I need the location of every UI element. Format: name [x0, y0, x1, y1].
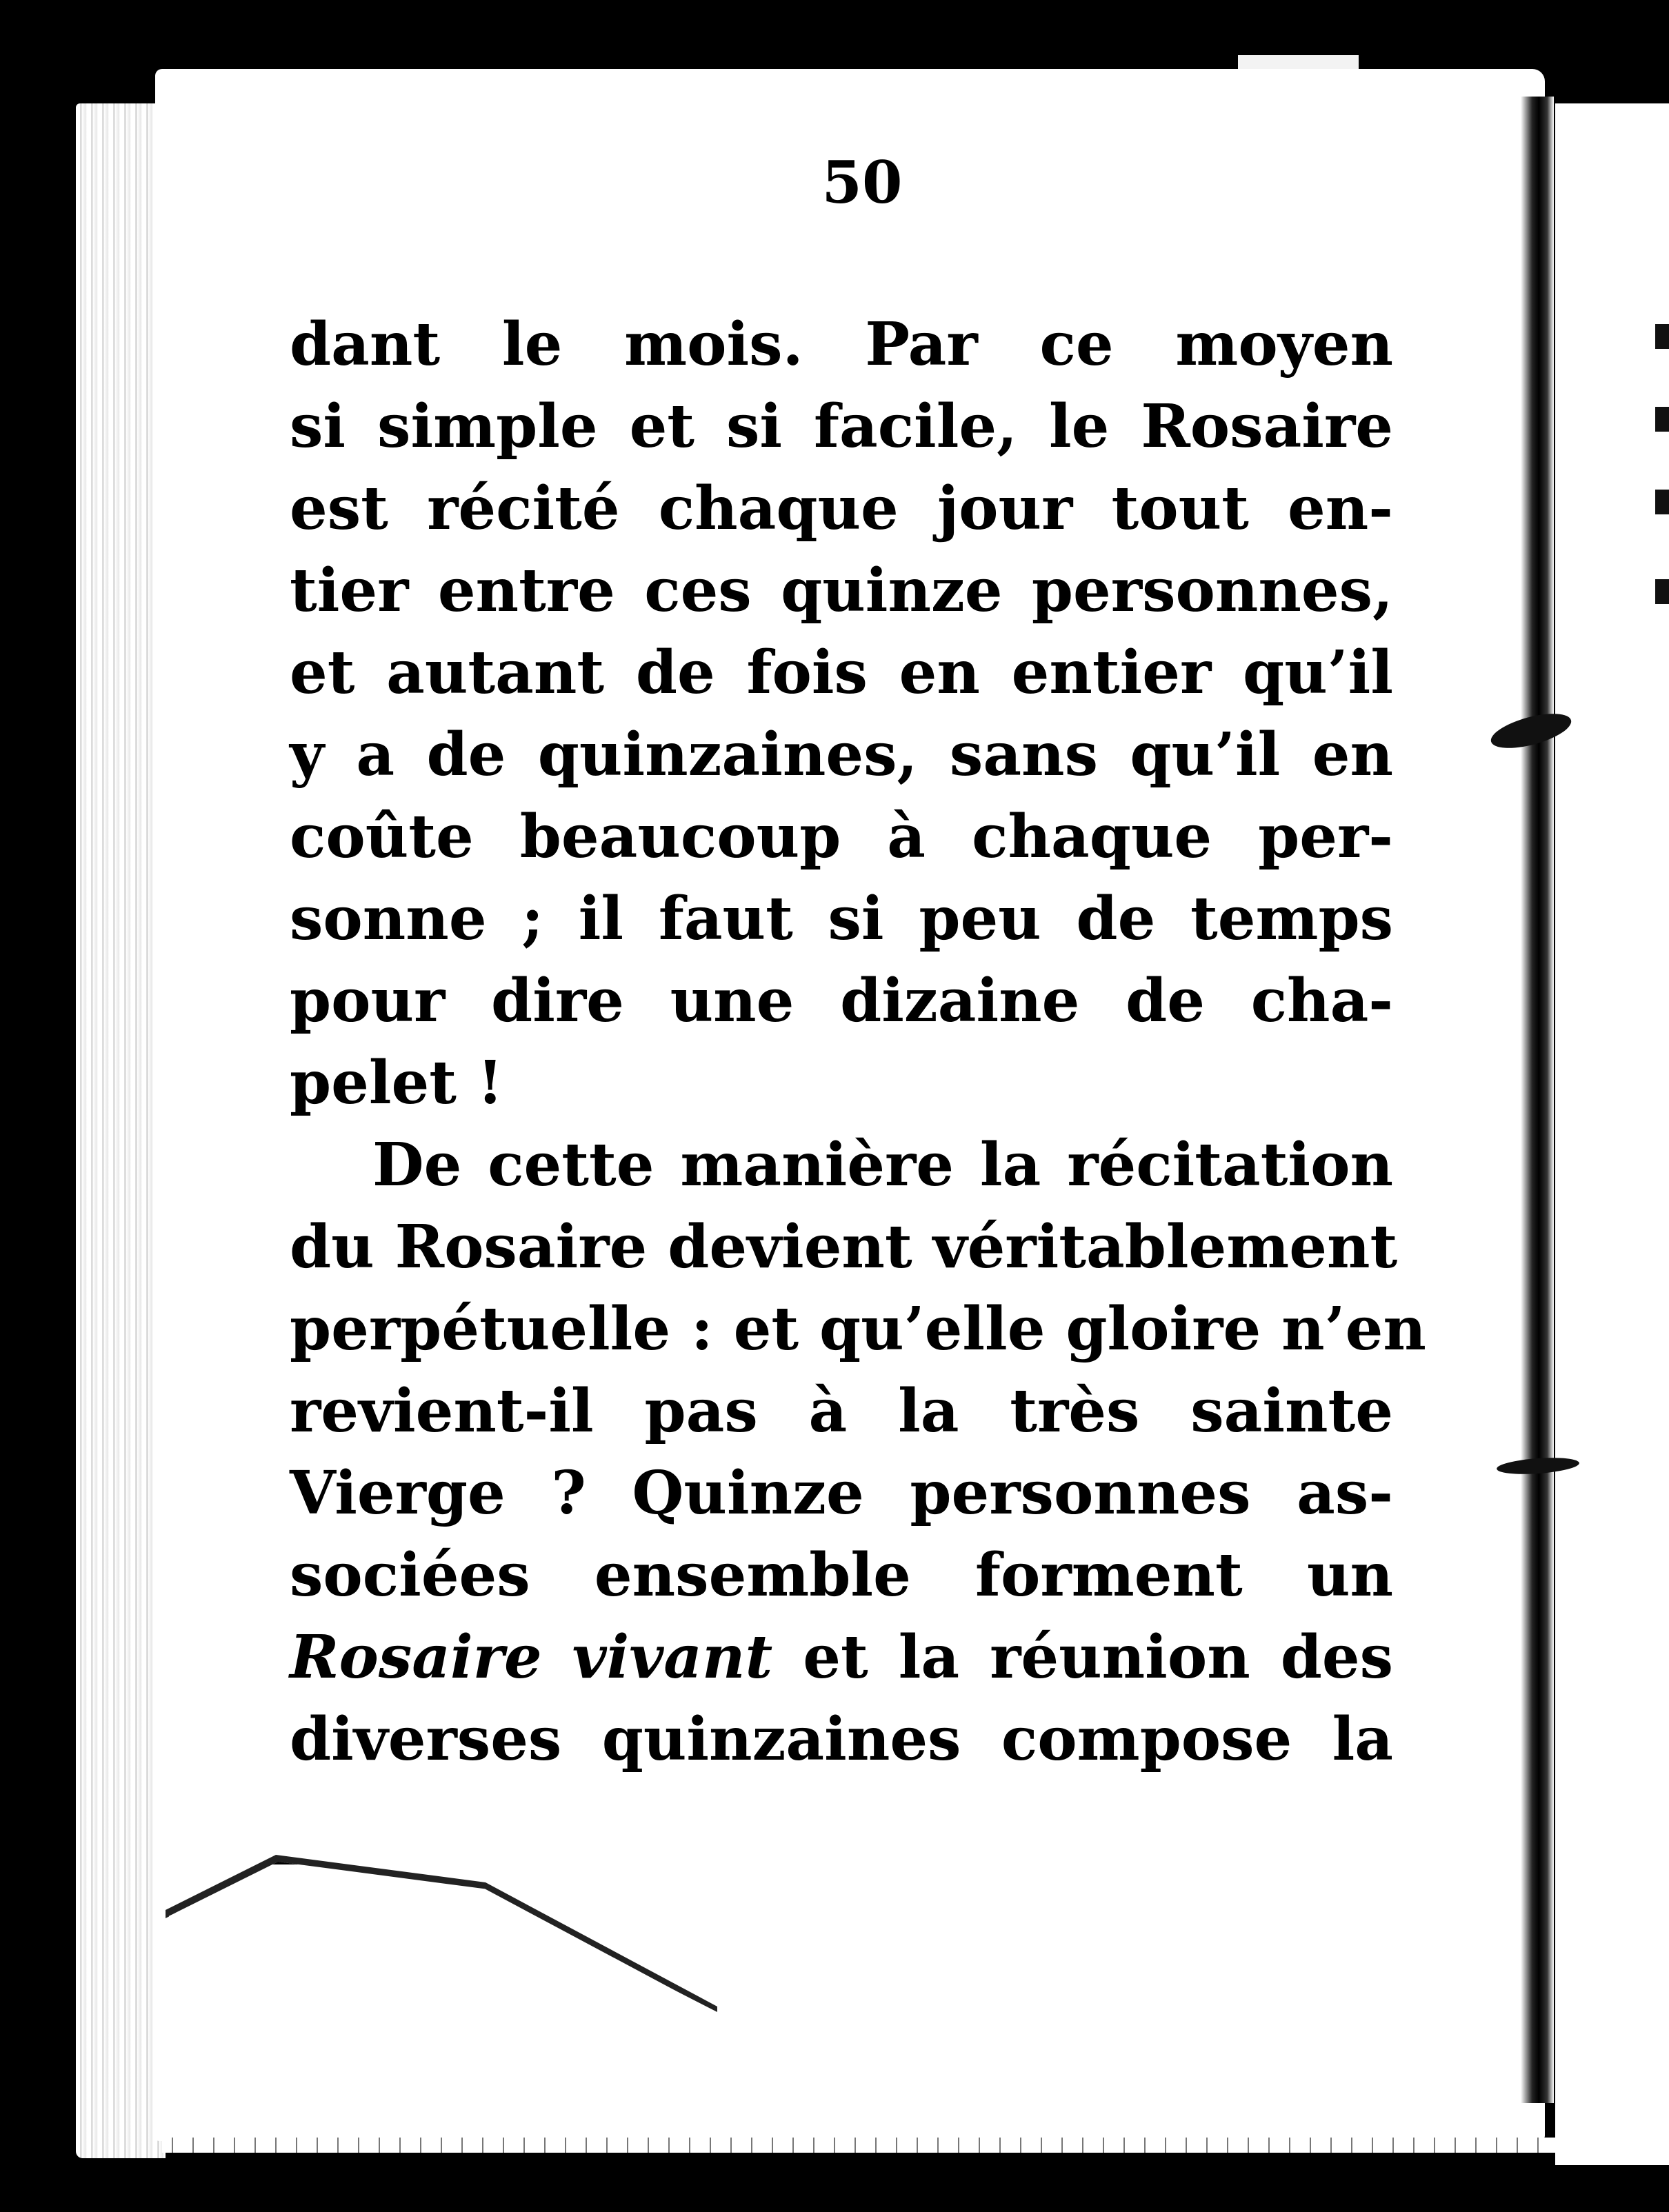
italic-phrase: Rosaire vivant — [290, 1622, 773, 1692]
book-gutter — [1521, 97, 1554, 2103]
text-line: du Rosaire devient véritablement — [290, 1212, 1398, 1282]
text-line: tier entre ces quinze personnes, — [290, 556, 1393, 625]
text-fragment: et la réunion des — [772, 1622, 1394, 1692]
facing-page-ink — [1655, 324, 1669, 349]
text-line: dant le mois. Par ce moyen — [290, 310, 1393, 379]
facing-page-ink — [1655, 579, 1669, 604]
text-line: y a de quinzaines, sans qu’il en — [290, 720, 1393, 790]
text-line: pelet ! — [290, 1048, 503, 1118]
text-line-with-italic — [290, 1616, 1393, 1698]
page-bottom-edge — [162, 2138, 1555, 2153]
facing-page — [1555, 103, 1669, 2165]
facing-page-ink — [1655, 407, 1669, 432]
text-line: sonne ; il faut si peu de temps — [290, 884, 1393, 954]
page-stack-edge — [76, 103, 166, 2158]
text-line: est récité chaque jour tout en- — [290, 474, 1393, 543]
text-line: diverses quinzaines compose la — [290, 1705, 1393, 1774]
page-number: 50 — [821, 148, 903, 217]
facing-page-ink — [1655, 490, 1669, 514]
text-line: perpétuelle : et qu’elle gloire n’en — [290, 1294, 1426, 1364]
text-line: si simple et si facile, le Rosaire — [290, 392, 1393, 461]
text-line: sociées ensemble forment un — [290, 1540, 1393, 1610]
text-line: coûte beaucoup à chaque per- — [290, 802, 1393, 872]
text-line: Vierge ? Quinze personnes as- — [290, 1458, 1393, 1528]
text-line: revient-il pas à la très sainte — [290, 1376, 1393, 1446]
paragraph-start-line: De cette manière la récitation — [372, 1130, 1393, 1200]
body-text — [290, 303, 1426, 1780]
text-line: pour dire une dizaine de cha- — [290, 966, 1393, 1036]
text-line: et autant de fois en entier qu’il — [290, 638, 1393, 707]
